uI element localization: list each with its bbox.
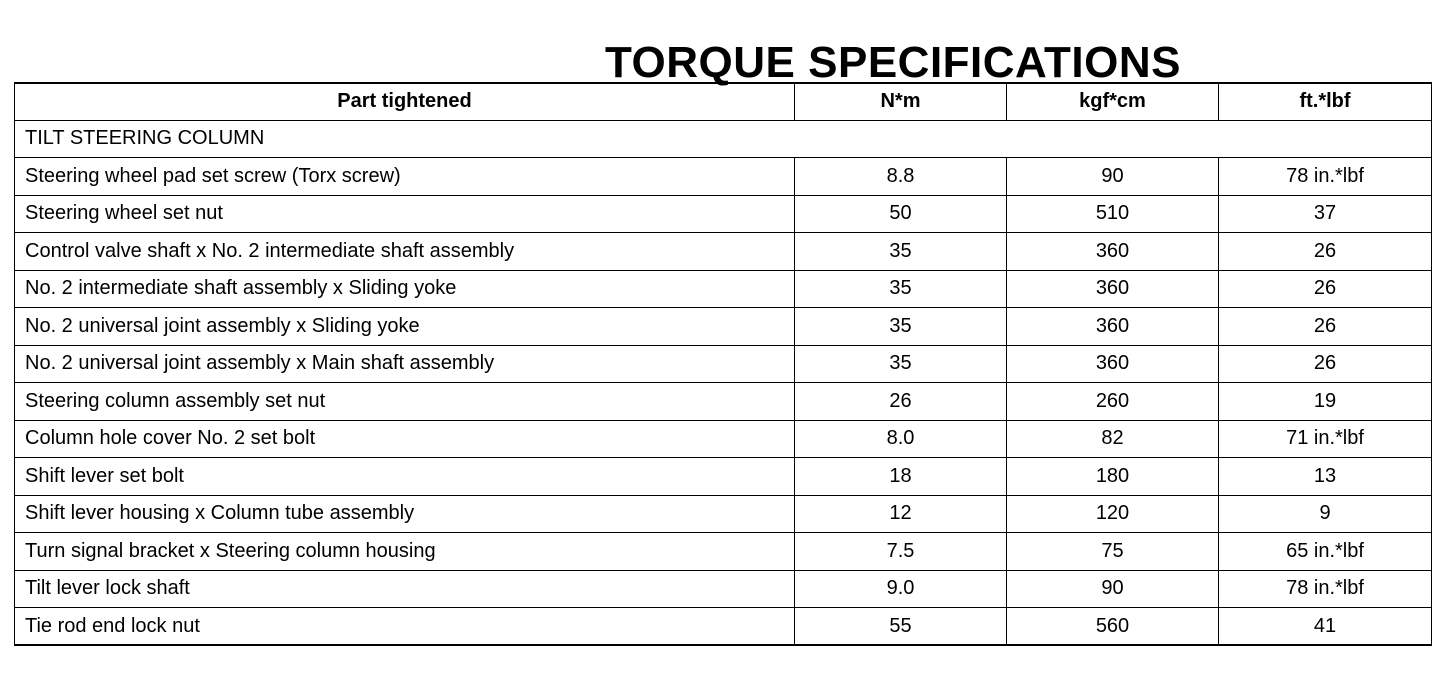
kgfcm-cell: 360 (1007, 345, 1219, 383)
part-cell: No. 2 intermediate shaft assembly x Sliding yoke (15, 270, 795, 308)
section-row (15, 120, 1432, 158)
kgfcm-cell: 180 (1007, 458, 1219, 496)
table-row (15, 533, 1432, 571)
part-cell: Column hole cover No. 2 set bolt (15, 420, 795, 458)
column-header-ftlbf: ft.*lbf (1219, 83, 1432, 120)
table-header-row (15, 83, 1432, 120)
nm-cell: 55 (795, 608, 1007, 646)
column-header-kgfcm: kgf*cm (1007, 83, 1219, 120)
kgfcm-cell: 120 (1007, 495, 1219, 533)
nm-cell: 35 (795, 233, 1007, 271)
table-row (15, 570, 1432, 608)
table-row (15, 233, 1432, 271)
part-cell: Turn signal bracket x Steering column housing (15, 533, 795, 571)
ftlbf-cell: 37 (1219, 195, 1432, 233)
nm-cell: 8.8 (795, 158, 1007, 196)
table-row (15, 308, 1432, 346)
part-cell: Steering wheel set nut (15, 195, 795, 233)
column-header-part: Part tightened (15, 83, 795, 120)
nm-cell: 9.0 (795, 570, 1007, 608)
ftlbf-cell: 71 in.*lbf (1219, 420, 1432, 458)
table-row (15, 608, 1432, 646)
table-row (15, 195, 1432, 233)
page-title: TORQUE SPECIFICATIONS (604, 38, 1182, 88)
nm-cell: 12 (795, 495, 1007, 533)
nm-cell: 35 (795, 270, 1007, 308)
nm-cell: 26 (795, 383, 1007, 421)
ftlbf-cell: 78 in.*lbf (1219, 158, 1432, 196)
kgfcm-cell: 90 (1007, 570, 1219, 608)
section-label: TILT STEERING COLUMN (15, 120, 1432, 158)
part-cell: Steering column assembly set nut (15, 383, 795, 421)
nm-cell: 8.0 (795, 420, 1007, 458)
table-row (15, 345, 1432, 383)
nm-cell: 50 (795, 195, 1007, 233)
column-header-nm: N*m (795, 83, 1007, 120)
part-cell: Control valve shaft x No. 2 intermediate shaft assembly (15, 233, 795, 271)
ftlbf-cell: 26 (1219, 270, 1432, 308)
part-cell: Tilt lever lock shaft (15, 570, 795, 608)
table-row (15, 270, 1432, 308)
ftlbf-cell: 78 in.*lbf (1219, 570, 1432, 608)
kgfcm-cell: 260 (1007, 383, 1219, 421)
table-row (15, 158, 1432, 196)
kgfcm-cell: 360 (1007, 233, 1219, 271)
part-cell: No. 2 universal joint assembly x Sliding yoke (15, 308, 795, 346)
ftlbf-cell: 9 (1219, 495, 1432, 533)
kgfcm-cell: 82 (1007, 420, 1219, 458)
part-cell: Shift lever housing x Column tube assembly (15, 495, 795, 533)
table-row (15, 383, 1432, 421)
ftlbf-cell: 65 in.*lbf (1219, 533, 1432, 571)
table-row (15, 420, 1432, 458)
kgfcm-cell: 560 (1007, 608, 1219, 646)
part-cell: Tie rod end lock nut (15, 608, 795, 646)
part-cell: Steering wheel pad set screw (Torx screw) (15, 158, 795, 196)
nm-cell: 18 (795, 458, 1007, 496)
part-cell: Shift lever set bolt (15, 458, 795, 496)
nm-cell: 35 (795, 345, 1007, 383)
kgfcm-cell: 360 (1007, 270, 1219, 308)
ftlbf-cell: 41 (1219, 608, 1432, 646)
ftlbf-cell: 13 (1219, 458, 1432, 496)
kgfcm-cell: 360 (1007, 308, 1219, 346)
table-row (15, 458, 1432, 496)
part-cell: No. 2 universal joint assembly x Main shaft assembly (15, 345, 795, 383)
nm-cell: 35 (795, 308, 1007, 346)
ftlbf-cell: 26 (1219, 308, 1432, 346)
kgfcm-cell: 510 (1007, 195, 1219, 233)
nm-cell: 7.5 (795, 533, 1007, 571)
ftlbf-cell: 19 (1219, 383, 1432, 421)
ftlbf-cell: 26 (1219, 345, 1432, 383)
table-row (15, 495, 1432, 533)
torque-spec-table (14, 82, 1432, 646)
ftlbf-cell: 26 (1219, 233, 1432, 271)
kgfcm-cell: 75 (1007, 533, 1219, 571)
kgfcm-cell: 90 (1007, 158, 1219, 196)
